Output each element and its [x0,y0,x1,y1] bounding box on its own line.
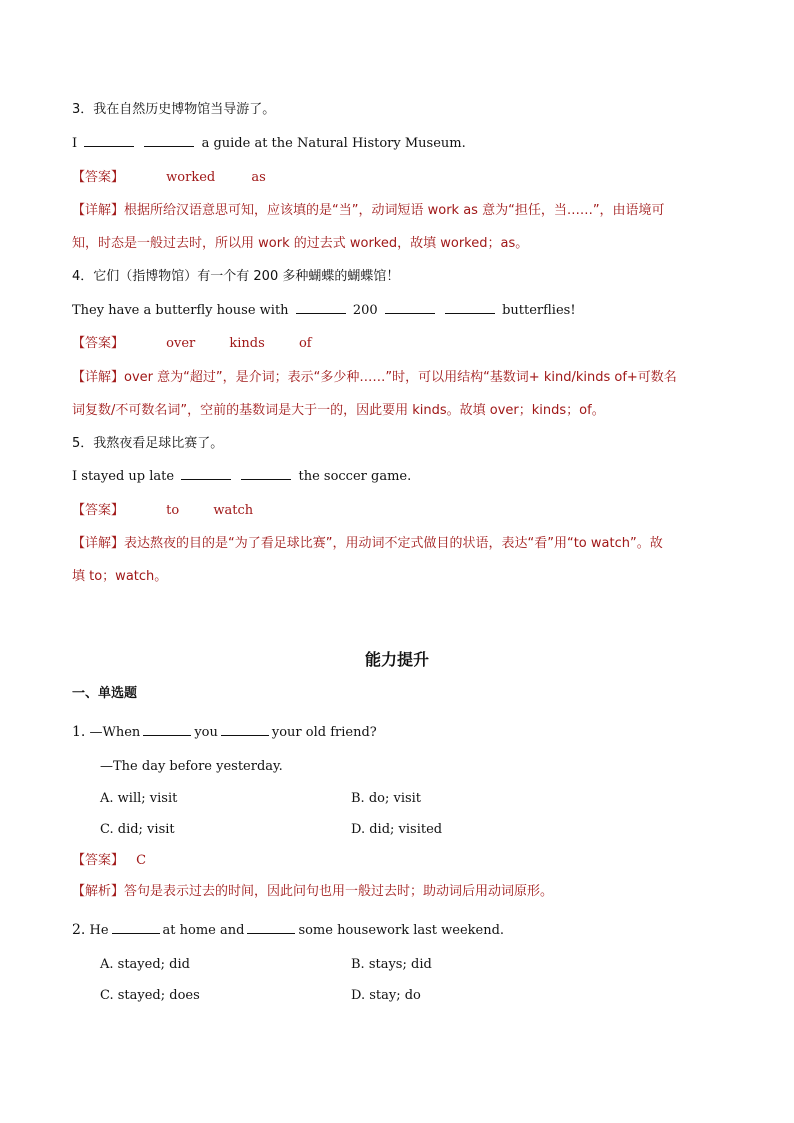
q4-title: 4．它们（指博物馆）有一个有 200 多种蝴蝶的蝴蝶馆！ [72,269,400,284]
q3-title: 3．我在自然历史博物馆当导游了。 [72,102,276,117]
q4-sentence [72,301,576,321]
mc2-blank-1 [112,921,160,934]
q4-detail-tag: 【详解】 [72,370,125,385]
q3-blank-2 [144,134,194,147]
q5-sentence-end: the soccer game. [298,469,412,484]
mc1-blank-1 [143,723,191,736]
mc2-option-b: B. stays; did [351,957,432,972]
q5-detail-tag: 【详解】 [72,536,125,551]
q5-sentence [72,467,411,487]
mc1-analysis-text: 答句是表示过去的时间，因此问句也用一般过去时；助动词后用动词原形。 [124,884,554,899]
mc1-blank-2 [221,723,269,736]
q4-answer-1: over [166,336,196,351]
q5-title: 5．我熬夜看足球比赛了。 [72,436,224,451]
mc2-stem [72,920,504,941]
q3-answer-1: worked [166,170,216,185]
q3-detail-tag: 【详解】 [72,203,125,218]
mc1-stem-c: your old friend? [271,725,377,740]
q4-detail-text-1: over 意为“超过”，是介词；表示“多少种……”时，可以用结构“基数词+ kind/kinds of+可数名 [124,370,677,385]
q5-detail-text-1: 表达熬夜的目的是“为了看足球比赛”，用动词不定式做目的状语，表达“看”用“to watch”。故 [124,536,663,551]
mc2-stem-b: at home and [162,923,245,938]
mc1-stem-b: you [194,725,218,740]
q5-sentence-start: I stayed up late [72,469,175,484]
q5-answer-2: watch [213,503,254,518]
mc2-stem-c: some housework last weekend. [298,923,505,938]
q4-detail-line-1 [72,368,677,388]
q5-blank-2 [241,467,291,480]
q5-answer-1: to [166,503,180,518]
mc2-blank-2 [247,921,295,934]
q4-answer-2: kinds [229,336,265,351]
q3-sentence-start: I [72,136,78,151]
q4-answer-3: of [298,336,312,351]
q5-detail-line-1 [72,534,663,554]
mc1-option-b: B. do; visit [351,791,422,806]
q4-answer-line [72,334,312,354]
q4-blank-3 [445,301,495,314]
mc1-analysis-tag: 【解析】 [72,884,125,899]
mc1-answer-line [72,851,146,871]
mc2-number: 2. [72,922,86,938]
q3-sentence [72,134,466,154]
q3-answer-line [72,168,266,188]
q3-detail-line-1 [72,201,665,221]
mc2-option-a: A. stayed; did [100,957,190,972]
mc1-stem-a: —When [89,725,141,740]
section-heading: 能力提升 [364,650,429,669]
section-subheading: 一、单选题 [72,686,138,701]
q3-answer-2: as [251,170,266,185]
q4-blank-1 [296,301,346,314]
mc1-analysis-line [72,882,553,902]
mc2-stem-a: He [89,923,109,938]
q5-answer-line [72,501,253,521]
mc1-answer: C [136,853,147,868]
mc1-option-d: D. did; visited [351,822,443,837]
mc1-reply: —The day before yesterday. [100,759,283,774]
mc2-option-c: C. stayed; does [100,988,200,1003]
mc1-stem [72,722,377,743]
q3-sentence-end: a guide at the Natural History Museum. [201,136,466,151]
q4-detail-line-2: 词复数/不可数名词”，空前的基数词是大于一的，因此要用 kinds。故填 over；kinds；of。 [72,403,605,418]
q3-detail-text-1: 根据所给汉语意思可知，应该填的是“当”，动词短语 work as 意为“担任，当……”，由语境可 [124,203,665,218]
mc1-option-c: C. did; visit [100,822,175,837]
q4-sentence-mid: 200 [352,303,378,318]
q4-answer-tag: 【答案】 [72,336,125,351]
q5-answer-tag: 【答案】 [72,503,125,518]
q4-blank-2 [385,301,435,314]
q5-blank-1 [181,467,231,480]
q3-detail-line-2: 知，时态是一般过去时，所以用 work 的过去式 worked，故填 worked；as。 [72,236,529,251]
q5-detail-line-2: 填 to；watch。 [72,569,168,584]
mc1-answer-tag: 【答案】 [72,853,125,868]
q3-blank-1 [84,134,134,147]
mc1-option-a: A. will; visit [100,791,178,806]
mc2-option-d: D. stay; do [351,988,421,1003]
q4-sentence-end: butterflies! [502,303,576,318]
q4-sentence-start: They have a butterfly house with [72,303,289,318]
mc1-number: 1. [72,724,86,740]
q3-answer-tag: 【答案】 [72,170,125,185]
